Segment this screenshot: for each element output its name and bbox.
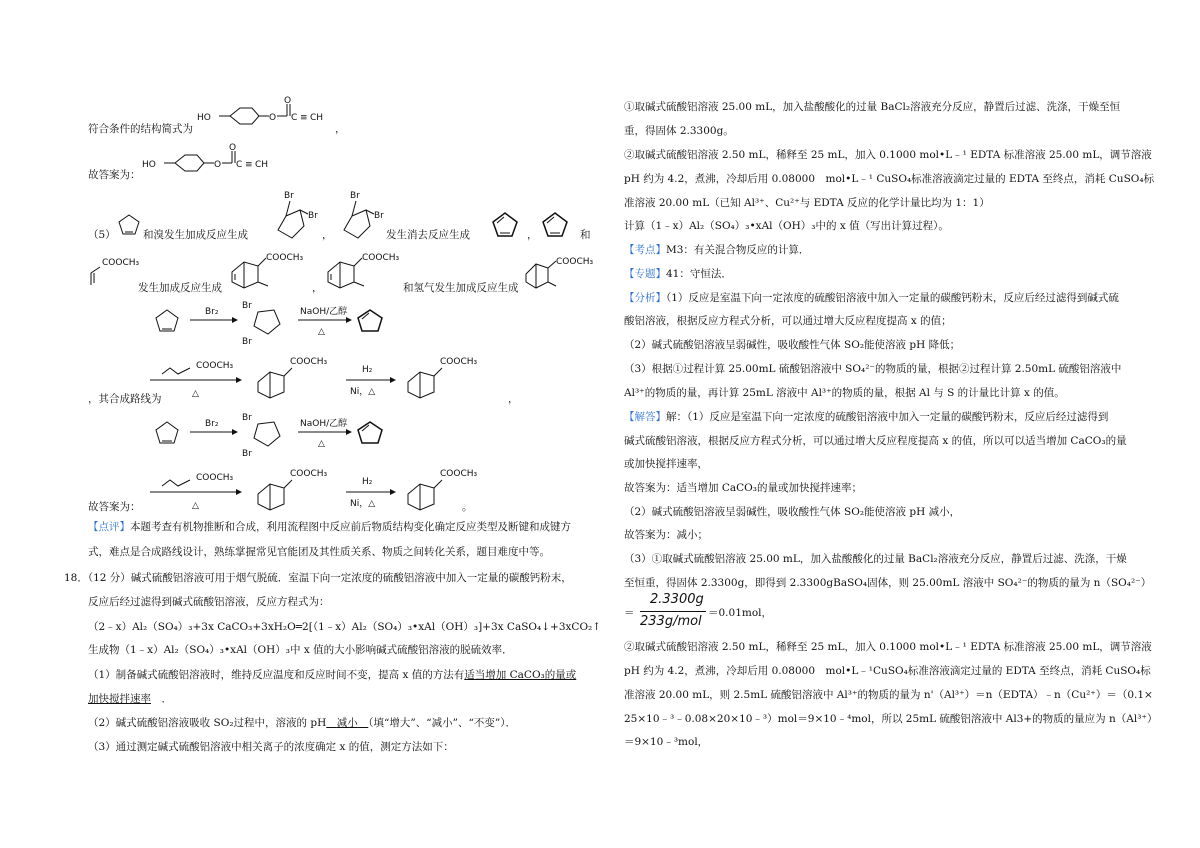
dibromocyclopentane-icon-2 bbox=[334, 188, 394, 244]
svg-text:NaOH/乙醇: NaOH/乙醇 bbox=[300, 419, 348, 429]
svg-text:△: △ bbox=[192, 501, 199, 511]
svg-text:COOCH₃: COOCH₃ bbox=[440, 469, 478, 479]
zhuanti: 【专题】41：守恒法． bbox=[624, 268, 732, 280]
svg-text:C: C bbox=[236, 160, 243, 170]
comment-line-1: 【点评】本题考查有机物推断和合成，利用流程图中反应前后物质结构变化确定反应类型及断键和成键方 bbox=[88, 521, 571, 533]
fraction-denominator: 233g/mol bbox=[640, 614, 702, 629]
cyclopentene-icon bbox=[116, 212, 142, 238]
answer-label: 故答案为： bbox=[88, 169, 141, 181]
svg-text:COOCH₃: COOCH₃ bbox=[102, 258, 140, 268]
svg-text:O: O bbox=[284, 96, 292, 106]
svg-text:COOCH₃: COOCH₃ bbox=[290, 469, 328, 479]
norbornene-ester-icon-2 bbox=[322, 250, 412, 294]
svg-text:H₂: H₂ bbox=[362, 477, 373, 487]
methyl-crotonate-icon bbox=[88, 255, 143, 289]
fraction-bar bbox=[640, 611, 706, 612]
q18-part2: （2）碱式硫酸铝溶液吸收 SO₂过程中，溶液的 pH 减小 （填“增大”、“减小”、“不变”）． bbox=[88, 717, 516, 729]
svg-text:≡: ≡ bbox=[300, 113, 308, 123]
kaodian: 【考点】M3：有关混合物反应的计算． bbox=[624, 244, 810, 256]
svg-text:NaOH/乙醇: NaOH/乙醇 bbox=[300, 307, 348, 317]
svg-text:COOCH₃: COOCH₃ bbox=[290, 357, 328, 367]
svg-text:COOCH₃: COOCH₃ bbox=[196, 473, 234, 483]
svg-text:△: △ bbox=[192, 389, 199, 399]
svg-text:COOCH₃: COOCH₃ bbox=[362, 253, 400, 263]
cyclopentadiene-icon-2 bbox=[540, 210, 570, 240]
svg-text:Br: Br bbox=[308, 211, 318, 221]
svg-text:Br₂: Br₂ bbox=[205, 419, 219, 429]
reaction-equation: （2﹣x）Al₂（SO₄）₃+3x CaCO₃+3xH₂O═2[（1﹣x）Al₂（SO₄）₃•xAl（OH）₃]+3x CaSO₄↓+3xCO₂↑ bbox=[88, 621, 602, 633]
svg-text:Br₂: Br₂ bbox=[205, 307, 219, 317]
hydroxyphenyl-propiolate-structure bbox=[195, 96, 345, 136]
svg-text:O: O bbox=[214, 160, 222, 170]
svg-text:CH: CH bbox=[310, 113, 324, 123]
svg-text:COOCH₃: COOCH₃ bbox=[266, 253, 304, 263]
svg-text:COOCH₃: COOCH₃ bbox=[440, 357, 478, 367]
fraction-numerator: 2.3300g bbox=[650, 592, 704, 607]
svg-text:O: O bbox=[269, 113, 277, 123]
svg-text:Br: Br bbox=[242, 413, 252, 423]
fenxi: 【分析】（1）反应是室温下向一定浓度的硫酸铝溶液中加入一定量的碳酸钙粉末，反应后经过滤得到碱式硫 bbox=[624, 292, 1119, 304]
hydroxyphenyl-propiolate-answer bbox=[140, 143, 290, 183]
svg-text:HO: HO bbox=[142, 160, 156, 170]
svg-text:△: △ bbox=[318, 439, 325, 449]
svg-text:△: △ bbox=[318, 327, 325, 337]
svg-text:COOCH₃: COOCH₃ bbox=[556, 257, 594, 267]
question-18-title: 18．（12 分）碱式硫酸铝溶液可用于烟气脱硫．室温下向一定浓度的硫酸铝溶液中加入一定量的碳酸钙粉末， bbox=[64, 572, 572, 584]
svg-text:O: O bbox=[229, 143, 237, 153]
svg-text:COOCH₃: COOCH₃ bbox=[196, 361, 234, 371]
synthesis-route-2 bbox=[150, 410, 510, 520]
svg-text:H₂: H₂ bbox=[362, 365, 373, 375]
dibromocyclopentane-icon bbox=[268, 188, 328, 244]
svg-text:Ni，△: Ni，△ bbox=[350, 387, 376, 397]
cyclopentadiene-icon bbox=[490, 210, 520, 240]
svg-text:Br: Br bbox=[374, 211, 384, 221]
norbornane-ester-icon bbox=[520, 254, 600, 294]
svg-text:≡: ≡ bbox=[245, 160, 253, 170]
comment-line-2: 式，难点是合成路线设计，熟练掌握常见官能团及其性质关系、物质之间转化关系，题目难度中等。 bbox=[88, 546, 550, 558]
svg-text:Br: Br bbox=[242, 337, 252, 347]
svg-text:Ni，△: Ni，△ bbox=[350, 499, 376, 509]
route-label: ，其合成路线为 bbox=[88, 393, 162, 405]
svg-text:Br: Br bbox=[350, 191, 360, 201]
jieda: 【解答】解：（1）反应是室温下向一定浓度的硫酸铝溶液中加入一定量的碳酸钙粉末，反应后经过滤得到 bbox=[624, 411, 1109, 423]
svg-text:Br: Br bbox=[242, 449, 252, 459]
norbornene-ester-icon bbox=[226, 250, 316, 294]
svg-text:HO: HO bbox=[197, 113, 211, 123]
struct-label: 符合条件的结构简式为 bbox=[88, 123, 193, 135]
q18-part3: （3）通过测定碱式硫酸铝溶液中相关离子的浓度确定 x 的值，测定方法如下： bbox=[88, 741, 454, 753]
svg-text:CH: CH bbox=[255, 160, 269, 170]
q18-part1: （1）制备碱式硫酸铝溶液时，维持反应温度和反应时间不变，提高 x 值的方法有适当增加 CaCO₃的量或 bbox=[88, 669, 577, 681]
svg-text:Br: Br bbox=[284, 191, 294, 201]
svg-text:C: C bbox=[291, 113, 298, 123]
svg-text:Br: Br bbox=[242, 301, 252, 311]
